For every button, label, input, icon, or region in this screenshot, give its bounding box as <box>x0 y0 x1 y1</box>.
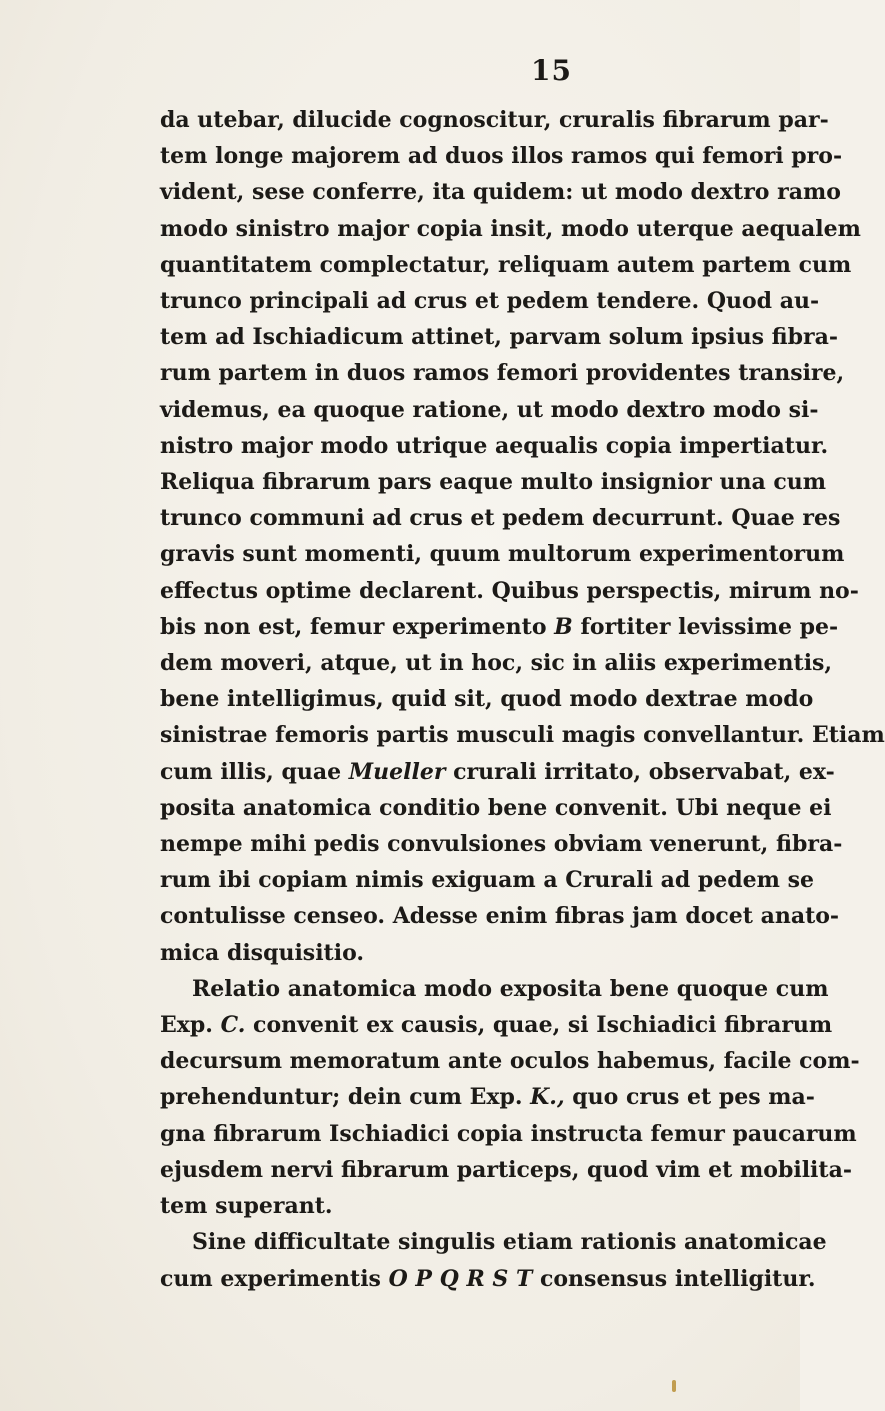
text-line: vident, sese conferre, ita quidem: ut modo dextro ramo <box>160 179 841 206</box>
text-line: da utebar, dilucide cognoscitur, cruralis fibrarum par- <box>160 107 829 133</box>
text-line: tem ad Ischiadicum attinet, parvam solum ipsius fibra- <box>160 324 838 351</box>
text-line: cum illis, quae Mueller crurali irritato, observabat, ex- <box>160 758 835 785</box>
page-number: 15 <box>531 54 572 87</box>
text-line: mica disquisitio. <box>160 939 365 966</box>
text-line: Relatio anatomica modo exposita bene quoque cum <box>192 975 829 1002</box>
text-line: bene intelligimus, quid sit, quod modo dextrae modo <box>160 686 814 713</box>
text-line: tem longe majorem ad duos illos ramos qui femori pro- <box>160 143 843 170</box>
text-line: tem superant. <box>160 1193 333 1220</box>
text-line: nistro major modo utrique aequalis copia impertiatur. <box>160 432 829 459</box>
text-line: rum partem in duos ramos femori providentes transire, <box>160 360 845 387</box>
text-line: effectus optime declarent. Quibus perspectis, mirum no- <box>160 577 859 604</box>
text-line: bis non est, femur experimento B fortiter levissime pe- <box>160 613 839 640</box>
text-line: dem moveri, atque, ut in hoc, sic in aliis experimentis, <box>160 650 833 677</box>
text-line: trunco communi ad crus et pedem decurrunt. Quae res <box>160 505 841 532</box>
text-line: gravis sunt momenti, quum multorum experimentorum <box>160 541 845 568</box>
text-line: Reliqua fibrarum pars eaque multo insignior una cum <box>160 469 827 496</box>
text-line: contulisse censeo. Adesse enim fibras jam docet anato- <box>160 903 840 930</box>
body-text <box>160 102 885 1297</box>
text-line: trunco principali ad crus et pedem tendere. Quod au- <box>160 288 820 315</box>
ink-mark <box>672 1380 676 1392</box>
text-line: gna fibrarum Ischiadici copia instructa femur paucarum <box>160 1120 857 1147</box>
text-line: videmus, ea quoque ratione, ut modo dextro modo si- <box>160 396 819 423</box>
text-line: sinistrae femoris partis musculi magis convellantur. Etiam <box>160 722 885 749</box>
text-line: ejusdem nervi fibrarum particeps, quod vim et mobilita- <box>160 1156 852 1183</box>
text-line: Exp. C. convenit ex causis, quae, si Ischiadici fibrarum <box>160 1012 833 1039</box>
text-line: rum ibi copiam nimis exiguam a Crurali ad pedem se <box>160 867 814 894</box>
text-line: Sine difficultate singulis etiam rationis anatomicae <box>192 1229 827 1256</box>
text-line: quantitatem complectatur, reliquam autem partem cum <box>160 251 852 278</box>
text-line: decursum memoratum ante oculos habemus, facile com- <box>160 1048 860 1075</box>
text-line: nempe mihi pedis convulsiones obviam venerunt, fibra- <box>160 831 843 858</box>
text-line: modo sinistro major copia insit, modo uterque aequalem <box>160 215 861 242</box>
text-line: posita anatomica conditio bene convenit. Ubi neque ei <box>160 794 832 821</box>
text-line: cum experimentis O P Q R S T consensus intelligitur. <box>160 1265 816 1292</box>
text-line: prehenduntur; dein cum Exp. K., quo crus et pes ma- <box>160 1084 815 1111</box>
